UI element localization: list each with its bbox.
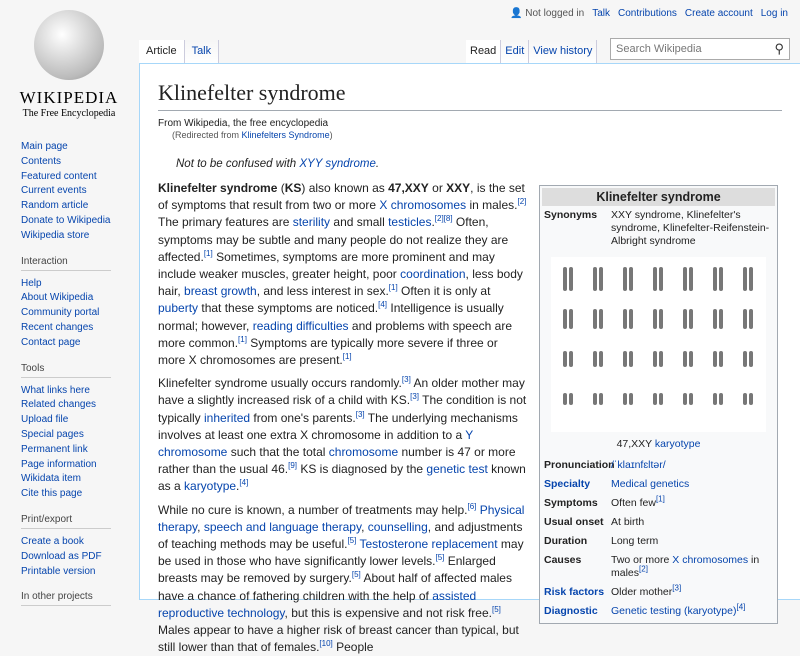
sidebar-item[interactable]: Printable version (21, 565, 96, 577)
hatnote-link[interactable]: XYY syndrome (299, 158, 376, 170)
text: ) also known as (301, 181, 389, 195)
chromosome-mark (659, 351, 663, 367)
chromosome-mark (593, 309, 597, 329)
logo-wordmark: WIKIPEDIA (19, 88, 119, 107)
chromosome-mark (749, 351, 753, 367)
wiki-link[interactable]: Physical therapy (158, 502, 525, 534)
wiki-link[interactable]: breast growth (184, 284, 257, 299)
chromosome-mark (743, 309, 747, 329)
chromosome-mark (563, 393, 567, 405)
wiki-link[interactable]: /ˈklaɪnfɛltər/ (611, 459, 666, 471)
wiki-link[interactable]: X chromosomes (672, 554, 749, 566)
text: . (236, 479, 240, 494)
infobox-row (542, 513, 775, 532)
infobox-label[interactable]: Diagnostic (544, 605, 598, 617)
text: Intelligence is usually normal; however, (158, 301, 504, 333)
citation-link[interactable]: [5] (347, 536, 357, 546)
infobox (539, 185, 778, 624)
namespace-tabs (139, 40, 219, 63)
page-title: Klinefelter syndrome (158, 80, 782, 111)
sidebar-item[interactable]: Wikidata item (21, 473, 82, 485)
redirect-link[interactable]: Klinefelters Syndrome (241, 130, 330, 140)
chromosome-mark (713, 393, 717, 405)
wiki-link[interactable]: speech and language therapy (203, 519, 362, 534)
sidebar (0, 140, 140, 618)
sidebar-item[interactable]: Community portal (21, 307, 100, 319)
citation-link[interactable]: [1] (203, 248, 213, 258)
text: The primary features are (158, 215, 293, 230)
sidebar-item[interactable]: Contact page (21, 336, 81, 348)
wiki-link[interactable]: testicles (388, 215, 432, 230)
wiki-link[interactable]: Genetic testing (karyotype) (611, 605, 737, 617)
chromosome-mark (599, 267, 603, 291)
text: , less body hair, (158, 267, 523, 299)
redirect-note (172, 130, 782, 140)
sidebar-portal (0, 140, 140, 244)
paragraph (158, 375, 528, 495)
chromosome-mark (689, 309, 693, 329)
chromosome-mark (569, 351, 573, 367)
wiki-link[interactable]: Medical genetics (611, 478, 690, 490)
tab-edit[interactable]: Edit (501, 40, 529, 63)
infobox-row (542, 494, 775, 513)
chromosome-mark (683, 267, 687, 291)
infobox-value (611, 478, 775, 491)
infobox-label: Duration (544, 535, 588, 547)
sidebar-item[interactable]: Upload file (21, 414, 69, 426)
puzzle-globe-icon (34, 10, 104, 80)
chromosome-mark (563, 351, 567, 367)
citation-link[interactable]: [1] (655, 494, 665, 504)
portal-heading: Interaction (21, 256, 111, 271)
wiki-link[interactable]: karyotype (184, 479, 237, 494)
chromosome-mark (659, 309, 663, 329)
login-link[interactable]: Log in (760, 8, 788, 19)
text: and small (330, 215, 389, 230)
text: Males appear to have a higher risk of breast cancer than typical, but still lower than that of females. (158, 623, 519, 655)
not-logged-in-label: Not logged in (525, 8, 585, 19)
wiki-link[interactable]: reading difficulties (252, 318, 349, 333)
article-content (139, 63, 800, 655)
sidebar-item[interactable]: Related changes (21, 399, 97, 411)
chromosome-mark (593, 351, 597, 367)
text: Enlarged breasts may be removed by surgery. (158, 554, 496, 586)
text: , (197, 519, 204, 534)
bold-text: XXY (446, 181, 471, 195)
sidebar-portal (0, 363, 140, 502)
sidebar-item[interactable]: Cite this page (21, 488, 83, 500)
wiki-link[interactable]: genetic test (426, 462, 488, 477)
talk-link[interactable]: Talk (592, 8, 610, 19)
chromosome-mark (713, 267, 717, 291)
wiki-link[interactable]: puberty (158, 301, 199, 316)
infobox-value (611, 516, 775, 529)
infobox-label: Causes (544, 554, 582, 566)
text: About half of affected males have a chance of fathering children with the help of (158, 571, 512, 603)
infobox-title: Klinefelter syndrome (542, 188, 775, 206)
chromosome-mark (659, 393, 663, 405)
chromosome-mark (749, 267, 753, 291)
text: , is the set of symptoms that result from two or more (158, 181, 525, 213)
text: Often it is only at (397, 284, 491, 299)
infobox-label[interactable]: Specialty (544, 478, 591, 490)
sidebar-item[interactable]: Current events (21, 185, 87, 197)
sidebar-item[interactable]: Special pages (21, 428, 84, 440)
text: The underlying mechanisms involves at least one extra X chromosome in addition to a (158, 410, 518, 442)
infobox-value (611, 494, 775, 510)
infobox-label: Synonyms (544, 209, 598, 221)
wiki-link[interactable]: inherited (204, 410, 251, 425)
infobox-value: XXY syndrome, Klinefelter's syndrome, Klinefelter-Reifenstein-Albright syndrome (611, 209, 770, 247)
wiki-link[interactable]: X chromosomes (379, 198, 467, 213)
infobox-row (542, 602, 775, 621)
chromosome-mark (749, 309, 753, 329)
text: , but this is expensive and not risk free. (284, 605, 492, 620)
text: Often, symptoms may be subtle and many people do not realize they are affected. (158, 215, 509, 264)
sidebar-item[interactable]: Download as PDF (21, 550, 102, 562)
text: may be used in those who have significantly lower levels. (158, 537, 524, 569)
chromosome-mark (659, 267, 663, 291)
chromosome-mark (653, 351, 657, 367)
chromosome-mark (629, 393, 633, 405)
text: Often few (611, 497, 656, 509)
citation-link[interactable]: [1] (388, 283, 398, 293)
karyotype-image[interactable] (551, 257, 766, 432)
text: People (332, 640, 374, 655)
wiki-link[interactable]: sterility (292, 215, 331, 230)
text: , and less interest in sex. (256, 284, 389, 299)
text: or (428, 181, 447, 195)
citation-link[interactable]: [3] (355, 409, 365, 419)
site-sub: From Wikipedia, the free encyclopedia (158, 118, 329, 129)
wikipedia-logo[interactable] (14, 10, 124, 125)
bold-text: 47,XXY (388, 181, 429, 195)
chromosome-mark (713, 309, 717, 329)
chromosome-mark (593, 267, 597, 291)
portal-heading: In other projects (21, 591, 111, 606)
chromosome-mark (743, 267, 747, 291)
infobox-value (611, 602, 775, 618)
chromosome-mark (743, 393, 747, 405)
text: Long term (611, 535, 659, 547)
text: that these symptoms are noticed. (198, 301, 379, 316)
chromosome-mark (599, 393, 603, 405)
sidebar-item[interactable]: Main page (21, 141, 68, 152)
logo-tagline: The Free Encyclopedia (22, 108, 116, 119)
bold-text: KS (284, 181, 302, 195)
bold-text: Klinefelter syndrome (158, 181, 278, 195)
citation-link[interactable]: [5] (435, 553, 445, 563)
sidebar-item[interactable]: Donate to Wikipedia (21, 214, 111, 226)
sidebar-item[interactable]: Wikipedia store (21, 229, 90, 241)
infobox-value (611, 535, 775, 548)
wiki-link[interactable]: chromosome (328, 445, 399, 460)
text: from one's parents. (250, 410, 356, 425)
search-placeholder: Search Wikipedia (616, 43, 702, 55)
contributions-link[interactable]: Contributions (618, 8, 677, 19)
text: KS is diagnosed by the (297, 462, 427, 477)
redirect-suffix: ) (329, 130, 333, 140)
tab-view-history[interactable]: View history (529, 40, 597, 63)
sidebar-item[interactable]: What links here (21, 384, 90, 396)
chromosome-mark (653, 393, 657, 405)
portal-heading: Tools (21, 363, 111, 378)
citation-link[interactable]: [3] (672, 583, 682, 593)
wiki-link[interactable]: Testosterone replacement (359, 537, 498, 552)
chromosome-mark (713, 351, 717, 367)
search-input[interactable] (610, 38, 790, 60)
sidebar-item[interactable]: About Wikipedia (21, 292, 94, 304)
chromosome-mark (683, 393, 687, 405)
chromosome-mark (653, 267, 657, 291)
text: , (361, 519, 368, 534)
wiki-link[interactable]: counselling (367, 519, 428, 534)
text: number is 47 or more rather than the usual 46. (158, 445, 516, 477)
sidebar-item[interactable]: Random article (21, 200, 89, 212)
personal-tools (510, 8, 788, 19)
citation-link[interactable]: [5] (351, 570, 361, 580)
text: in males. (466, 198, 518, 213)
chromosome-mark (719, 267, 723, 291)
citation-link[interactable]: [9] (288, 461, 297, 471)
tab-talk[interactable]: Talk (185, 40, 220, 63)
chromosome-mark (623, 393, 627, 405)
citation-link[interactable]: [1] (238, 334, 247, 344)
tab-read[interactable]: Read (466, 40, 501, 63)
paragraph (158, 180, 528, 369)
text: known as a (158, 462, 526, 494)
chromosome-mark (719, 393, 723, 405)
chromosome-mark (719, 309, 723, 329)
text: , and adjustments of teaching methods may be useful. (158, 519, 523, 552)
infobox-label: Pronunciation (544, 459, 615, 471)
sidebar-portal (0, 591, 140, 606)
chromosome-mark (689, 267, 693, 291)
sidebar-portal (0, 256, 140, 351)
sidebar-item[interactable]: Contents (21, 155, 62, 167)
view-tabs (466, 40, 597, 63)
citation-link[interactable]: [4] (239, 478, 249, 488)
create-account-link[interactable]: Create account (684, 8, 753, 19)
search-icon[interactable]: ⚲ (774, 41, 784, 56)
citation-link[interactable]: [5] (491, 604, 501, 614)
citation-link[interactable]: [1] (342, 352, 352, 362)
portal-heading: Print/export (21, 514, 111, 529)
caption-link[interactable]: karyotype (654, 438, 701, 450)
chromosome-mark (623, 267, 627, 291)
citation-link[interactable]: [2][8] (434, 214, 453, 224)
infobox-value (611, 459, 775, 472)
not-logged-in: 👤 Not logged in (510, 8, 585, 19)
text: in males (611, 554, 760, 579)
text: The condition is not typically (158, 393, 527, 425)
chromosome-mark (623, 309, 627, 329)
text: Sometimes, symptoms are more prominent and may include weaker muscles, greater height, poor (158, 249, 495, 282)
hatnote-suffix: . (375, 158, 380, 170)
text: Older mother (611, 586, 673, 598)
sidebar-item[interactable]: Featured content (21, 170, 97, 182)
infobox-row (542, 583, 775, 602)
chromosome-mark (653, 309, 657, 329)
tab-article[interactable]: Article (139, 40, 185, 63)
chromosome-mark (743, 351, 747, 367)
text: Two or more (611, 554, 673, 566)
chromosome-mark (563, 267, 567, 291)
citation-link[interactable]: [10] (319, 639, 333, 649)
sidebar-item[interactable]: Help (21, 277, 42, 289)
chromosome-mark (719, 351, 723, 367)
text: An older mother may have a slightly increased risk of a child with KS. (158, 376, 525, 408)
citation-link[interactable]: [3] (410, 392, 420, 402)
sidebar-portal (0, 514, 140, 579)
infobox-label: Usual onset (544, 516, 604, 528)
citation-link[interactable]: [6] (467, 501, 477, 511)
infobox-value (611, 583, 775, 599)
wiki-link[interactable]: assisted reproductive technology (158, 588, 477, 620)
redirect-prefix: (Redirected from (172, 130, 242, 140)
text: and problems with speech are more common. (158, 318, 512, 350)
wiki-link[interactable]: coordination (400, 267, 466, 282)
chromosome-mark (599, 351, 603, 367)
chromosome-mark (749, 393, 753, 405)
infobox-row (542, 532, 775, 551)
citation-link[interactable]: [4] (378, 300, 388, 310)
infobox-label: Symptoms (544, 497, 598, 509)
chromosome-mark (689, 393, 693, 405)
citation-link[interactable]: [4] (736, 602, 746, 612)
wiki-link[interactable]: Y chromosome (158, 427, 474, 460)
chromosome-mark (629, 267, 633, 291)
chromosome-mark (683, 351, 687, 367)
text: such that the total (227, 445, 329, 460)
text: At birth (611, 516, 645, 528)
infobox-row (542, 475, 775, 494)
hatnote-text: Not to be confused with (176, 158, 300, 170)
paragraph (158, 502, 528, 656)
infobox-label[interactable]: Risk factors (544, 586, 605, 598)
hatnote (176, 158, 782, 170)
citation-link[interactable]: [3] (401, 375, 411, 385)
infobox-value (611, 554, 775, 580)
chromosome-mark (629, 351, 633, 367)
chromosome-mark (569, 309, 573, 329)
chromosome-mark (563, 309, 567, 329)
chromosome-mark (683, 309, 687, 329)
chromosome-mark (629, 309, 633, 329)
chromosome-mark (569, 267, 573, 291)
citation-link[interactable]: [2] (639, 564, 648, 574)
infobox-row (542, 456, 775, 475)
text: Klinefelter syndrome usually occurs randomly. (158, 376, 402, 391)
text: ( (277, 181, 285, 195)
citation-link[interactable]: [2] (517, 197, 527, 207)
chromosome-mark (689, 351, 693, 367)
image-caption (542, 438, 775, 450)
sidebar-item[interactable]: Recent changes (21, 321, 94, 333)
sidebar-item[interactable]: Permanent link (21, 443, 88, 455)
infobox-row (542, 551, 775, 583)
sidebar-item[interactable]: Create a book (21, 535, 84, 547)
caption-text: 47,XXY (616, 438, 655, 450)
sidebar-item[interactable]: Page information (21, 458, 97, 470)
chromosome-mark (569, 393, 573, 405)
text: . (431, 215, 435, 230)
chromosome-mark (599, 309, 603, 329)
text: While no cure is known, a number of treatments may help. (158, 502, 468, 517)
text: Symptoms are typically more severe if three or more X chromosomes are present. (158, 335, 498, 368)
chromosome-mark (623, 351, 627, 367)
chromosome-mark (593, 393, 597, 405)
